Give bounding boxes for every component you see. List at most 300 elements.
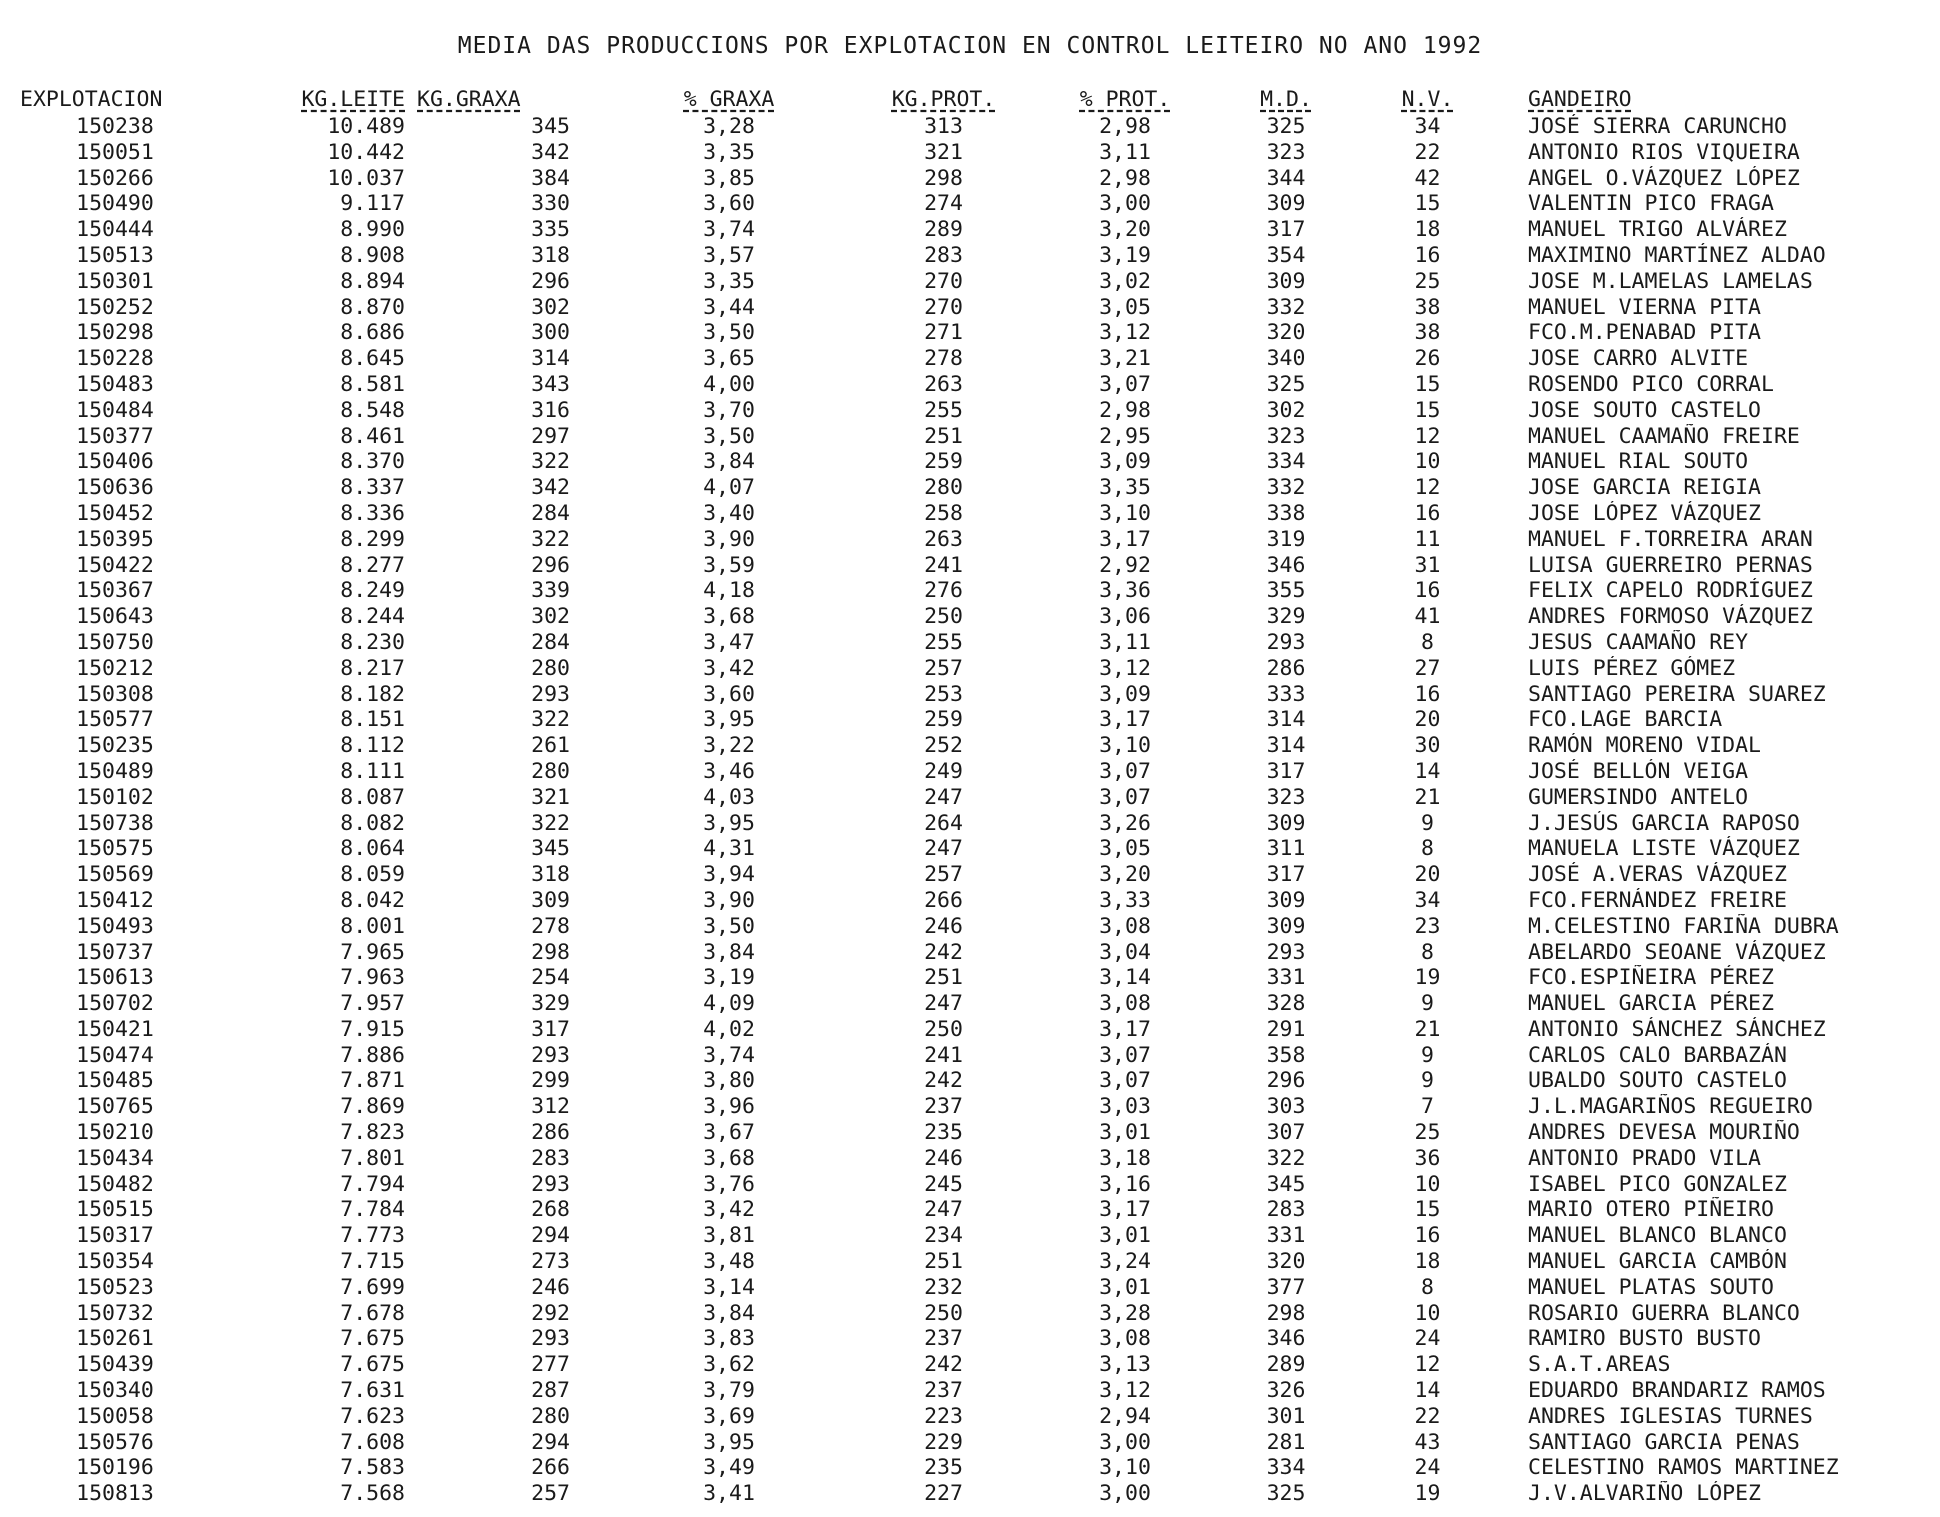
cell-kg-prot: 241 (924, 1042, 963, 1068)
cell-gandeiro: JOSÉ SIERRA CARUNCHO (1528, 114, 1787, 139)
cell-explotacion: 150732 (76, 1300, 154, 1326)
cell-kg-graxa: 318 (531, 242, 570, 268)
cell-md: 325 (1266, 1481, 1306, 1507)
cell-pct-prot: 3,00 (1099, 1429, 1151, 1455)
cell-pct-graxa: 3,57 (703, 242, 755, 268)
cell-kg-prot: 280 (924, 475, 963, 501)
cell-kg-graxa: 300 (531, 320, 570, 346)
cell-md: 328 (1266, 991, 1306, 1017)
cell-kg-leite: 8.645 (340, 346, 405, 372)
cell-kg-leite: 8.059 (340, 862, 405, 888)
table-row (20, 501, 1858, 527)
cell-pct-prot: 3,06 (1099, 604, 1151, 630)
cell-nv: 21 (1414, 784, 1441, 810)
cell-kg-graxa: 273 (531, 1249, 570, 1275)
header-nv: N.V. (1401, 87, 1454, 112)
cell-pct-prot: 3,24 (1099, 1249, 1151, 1275)
table-row (20, 166, 1858, 192)
cell-kg-graxa: 342 (531, 475, 570, 501)
cell-md: 332 (1266, 475, 1306, 501)
cell-md: 314 (1266, 733, 1306, 759)
cell-explotacion: 150377 (76, 423, 154, 449)
cell-gandeiro: JOSE GARCIA REIGIA (1528, 475, 1761, 501)
cell-gandeiro: MARIO OTERO PIÑEIRO (1528, 1197, 1774, 1223)
cell-md: 326 (1266, 1378, 1306, 1404)
cell-kg-leite: 8.111 (340, 758, 405, 784)
cell-md: 309 (1266, 913, 1306, 939)
cell-md: 332 (1266, 294, 1306, 320)
cell-pct-graxa: 3,80 (703, 1068, 755, 1094)
cell-nv: 41 (1414, 604, 1441, 630)
cell-md: 333 (1266, 681, 1306, 707)
cell-nv: 12 (1414, 1352, 1441, 1378)
cell-kg-leite: 8.870 (340, 294, 405, 320)
cell-kg-graxa: 294 (531, 1223, 570, 1249)
cell-md: 314 (1266, 707, 1306, 733)
cell-kg-leite: 7.823 (340, 1120, 405, 1146)
cell-gandeiro: CARLOS CALO BARBAZÁN (1528, 1042, 1787, 1068)
cell-kg-prot: 247 (924, 991, 963, 1017)
cell-gandeiro: MANUEL GARCIA PÉREZ (1528, 991, 1774, 1017)
cell-gandeiro: FCO.M.PENABAD PITA (1528, 320, 1761, 346)
table-row (20, 1378, 1858, 1404)
cell-nv: 34 (1414, 114, 1441, 139)
cell-gandeiro: RAMIRO BUSTO BUSTO (1528, 1326, 1761, 1352)
cell-nv: 8 (1421, 939, 1434, 965)
cell-pct-graxa: 3,84 (703, 449, 755, 475)
cell-kg-leite: 7.608 (340, 1429, 405, 1455)
cell-pct-graxa: 3,19 (703, 965, 755, 991)
cell-nv: 24 (1414, 1326, 1441, 1352)
table-row (20, 217, 1858, 243)
cell-pct-graxa: 3,90 (703, 887, 755, 913)
cell-kg-prot: 247 (924, 836, 963, 862)
cell-nv: 16 (1414, 1223, 1441, 1249)
cell-pct-prot: 3,07 (1099, 758, 1151, 784)
table-row (20, 707, 1858, 733)
cell-pct-graxa: 3,67 (703, 1120, 755, 1146)
cell-md: 320 (1266, 320, 1306, 346)
cell-kg-graxa: 342 (531, 139, 570, 165)
cell-md: 331 (1266, 1223, 1306, 1249)
cell-gandeiro: J.V.ALVARIÑO LÓPEZ (1528, 1481, 1761, 1507)
cell-md: 323 (1266, 784, 1306, 810)
cell-kg-prot: 242 (924, 939, 963, 965)
cell-kg-prot: 259 (924, 707, 963, 733)
cell-md: 325 (1266, 371, 1306, 397)
cell-nv: 10 (1414, 1171, 1441, 1197)
cell-explotacion: 150212 (76, 655, 154, 681)
cell-kg-prot: 251 (924, 423, 963, 449)
cell-nv: 19 (1414, 1481, 1441, 1507)
cell-md: 302 (1266, 397, 1306, 423)
cell-pct-graxa: 3,35 (703, 268, 755, 294)
table-row (20, 1120, 1858, 1146)
cell-kg-graxa: 384 (531, 165, 570, 191)
cell-nv: 24 (1414, 1455, 1441, 1481)
table-row (20, 759, 1858, 785)
cell-kg-graxa: 292 (531, 1300, 570, 1326)
cell-explotacion: 150738 (76, 810, 154, 836)
cell-gandeiro: SANTIAGO PEREIRA SUAREZ (1528, 681, 1826, 707)
cell-gandeiro: S.A.T.AREAS (1528, 1352, 1671, 1378)
cell-pct-prot: 3,00 (1099, 1481, 1151, 1507)
table-row (20, 914, 1858, 940)
cell-explotacion: 150434 (76, 1145, 154, 1171)
header-gandeiro: GANDEIRO (1528, 87, 1632, 112)
cell-gandeiro: J.L.MAGARIÑOS REGUEIRO (1528, 1094, 1813, 1120)
cell-pct-graxa: 3,62 (703, 1352, 755, 1378)
cell-pct-graxa: 3,22 (703, 733, 755, 759)
cell-explotacion: 150301 (76, 268, 154, 294)
cell-pct-prot: 3,33 (1099, 887, 1151, 913)
cell-explotacion: 150569 (76, 862, 154, 888)
cell-kg-leite: 7.678 (340, 1300, 405, 1326)
cell-pct-prot: 3,12 (1099, 1378, 1151, 1404)
cell-md: 293 (1266, 939, 1306, 965)
cell-pct-graxa: 3,95 (703, 707, 755, 733)
cell-kg-graxa: 302 (531, 604, 570, 630)
cell-kg-prot: 237 (924, 1326, 963, 1352)
cell-kg-graxa: 318 (531, 862, 570, 888)
cell-pct-prot: 3,14 (1099, 965, 1151, 991)
cell-pct-graxa: 3,68 (703, 604, 755, 630)
cell-kg-graxa: 345 (531, 114, 570, 139)
cell-nv: 22 (1414, 1403, 1441, 1429)
cell-explotacion: 150452 (76, 500, 154, 526)
table-row (20, 372, 1858, 398)
cell-kg-leite: 7.801 (340, 1145, 405, 1171)
cell-explotacion: 150317 (76, 1223, 154, 1249)
cell-pct-prot: 3,05 (1099, 836, 1151, 862)
table-row (20, 578, 1858, 604)
cell-md: 340 (1266, 346, 1306, 372)
cell-pct-graxa: 3,14 (703, 1274, 755, 1300)
cell-pct-graxa: 3,42 (703, 1197, 755, 1223)
table-row (20, 1404, 1858, 1430)
cell-kg-graxa: 278 (531, 913, 570, 939)
cell-kg-graxa: 302 (531, 294, 570, 320)
cell-explotacion: 150238 (76, 114, 154, 139)
cell-pct-graxa: 3,59 (703, 552, 755, 578)
cell-md: 319 (1266, 526, 1306, 552)
cell-nv: 14 (1414, 1378, 1441, 1404)
cell-kg-prot: 271 (924, 320, 963, 346)
cell-explotacion: 150266 (76, 165, 154, 191)
cell-nv: 27 (1414, 655, 1441, 681)
cell-md: 346 (1266, 1326, 1306, 1352)
cell-kg-prot: 235 (924, 1120, 963, 1146)
cell-md: 309 (1266, 887, 1306, 913)
cell-kg-graxa: 330 (531, 191, 570, 217)
cell-nv: 19 (1414, 965, 1441, 991)
cell-pct-prot: 2,94 (1099, 1403, 1151, 1429)
cell-nv: 8 (1421, 629, 1434, 655)
cell-explotacion: 150235 (76, 733, 154, 759)
cell-pct-graxa: 3,74 (703, 1042, 755, 1068)
cell-explotacion: 150576 (76, 1429, 154, 1455)
cell-gandeiro: EDUARDO BRANDARIZ RAMOS (1528, 1378, 1826, 1404)
cell-nv: 15 (1414, 1197, 1441, 1223)
table-row (20, 346, 1858, 372)
cell-kg-leite: 7.583 (340, 1455, 405, 1481)
cell-kg-leite: 8.299 (340, 526, 405, 552)
cell-kg-leite: 8.990 (340, 217, 405, 243)
table-row (20, 1352, 1858, 1378)
cell-md: 323 (1266, 423, 1306, 449)
cell-kg-graxa: 283 (531, 1145, 570, 1171)
cell-kg-graxa: 322 (531, 707, 570, 733)
cell-md: 296 (1266, 1068, 1306, 1094)
cell-kg-prot: 313 (924, 114, 963, 139)
cell-md: 291 (1266, 1016, 1306, 1042)
cell-kg-graxa: 280 (531, 655, 570, 681)
cell-pct-prot: 3,20 (1099, 862, 1151, 888)
header-md: M.D. (1260, 87, 1312, 112)
cell-pct-graxa: 4,02 (703, 1016, 755, 1042)
cell-gandeiro: MANUEL F.TORREIRA ARAN (1528, 526, 1813, 552)
cell-gandeiro: ANTONIO RIOS VIQUEIRA (1528, 139, 1800, 165)
cell-kg-prot: 246 (924, 1145, 963, 1171)
cell-pct-graxa: 3,68 (703, 1145, 755, 1171)
table-row (20, 630, 1858, 656)
cell-kg-graxa: 322 (531, 810, 570, 836)
cell-pct-prot: 3,21 (1099, 346, 1151, 372)
cell-kg-prot: 255 (924, 397, 963, 423)
cell-explotacion: 150636 (76, 475, 154, 501)
cell-nv: 12 (1414, 475, 1441, 501)
cell-explotacion: 150444 (76, 217, 154, 243)
cell-explotacion: 150484 (76, 397, 154, 423)
cell-kg-prot: 257 (924, 655, 963, 681)
table-row (20, 1043, 1858, 1069)
table-body (20, 114, 1858, 1507)
cell-kg-leite: 7.715 (340, 1249, 405, 1275)
cell-kg-prot: 242 (924, 1068, 963, 1094)
cell-kg-graxa: 322 (531, 449, 570, 475)
cell-kg-prot: 237 (924, 1094, 963, 1120)
cell-gandeiro: FCO.LAGE BARCIA (1528, 707, 1723, 733)
cell-nv: 18 (1414, 1249, 1441, 1275)
cell-pct-prot: 3,07 (1099, 1068, 1151, 1094)
cell-gandeiro: SANTIAGO GARCIA PENAS (1528, 1429, 1800, 1455)
cell-kg-prot: 246 (924, 913, 963, 939)
cell-kg-leite: 8.686 (340, 320, 405, 346)
cell-pct-prot: 3,09 (1099, 449, 1151, 475)
cell-kg-prot: 252 (924, 733, 963, 759)
cell-kg-prot: 253 (924, 681, 963, 707)
cell-explotacion: 150474 (76, 1042, 154, 1068)
header-kg-graxa: KG.GRAXA (417, 87, 521, 112)
table-row (20, 295, 1858, 321)
cell-pct-graxa: 3,50 (703, 913, 755, 939)
cell-nv: 8 (1421, 1274, 1434, 1300)
cell-gandeiro: MANUEL PLATAS SOUTO (1528, 1274, 1774, 1300)
cell-pct-prot: 3,17 (1099, 707, 1151, 733)
cell-explotacion: 150412 (76, 887, 154, 913)
cell-kg-leite: 8.087 (340, 784, 405, 810)
cell-nv: 9 (1421, 991, 1434, 1017)
cell-md: 289 (1266, 1352, 1306, 1378)
cell-kg-graxa: 339 (531, 578, 570, 604)
cell-md: 355 (1266, 578, 1306, 604)
cell-pct-prot: 3,08 (1099, 1326, 1151, 1352)
cell-explotacion: 150421 (76, 1016, 154, 1042)
cell-explotacion: 150252 (76, 294, 154, 320)
table-row (20, 604, 1858, 630)
cell-pct-graxa: 3,47 (703, 629, 755, 655)
cell-kg-prot: 235 (924, 1455, 963, 1481)
cell-kg-prot: 234 (924, 1223, 963, 1249)
cell-pct-graxa: 4,31 (703, 836, 755, 862)
cell-pct-prot: 3,05 (1099, 294, 1151, 320)
cell-md: 323 (1266, 139, 1306, 165)
cell-pct-graxa: 3,81 (703, 1223, 755, 1249)
cell-kg-graxa: 284 (531, 500, 570, 526)
cell-md: 307 (1266, 1120, 1306, 1146)
cell-pct-graxa: 3,74 (703, 217, 755, 243)
cell-md: 334 (1266, 449, 1306, 475)
cell-explotacion: 150406 (76, 449, 154, 475)
table-row (20, 1172, 1858, 1198)
cell-pct-graxa: 4,09 (703, 991, 755, 1017)
cell-gandeiro: ANDRES FORMOSO VÁZQUEZ (1528, 604, 1813, 630)
cell-kg-leite: 7.631 (340, 1378, 405, 1404)
cell-kg-leite: 7.675 (340, 1352, 405, 1378)
cell-gandeiro: ANTONIO PRADO VILA (1528, 1145, 1761, 1171)
cell-gandeiro: JESUS CAAMAÑO REY (1528, 629, 1749, 655)
cell-pct-prot: 3,20 (1099, 217, 1151, 243)
cell-kg-leite: 7.886 (340, 1042, 405, 1068)
cell-md: 311 (1266, 836, 1306, 862)
cell-kg-leite: 8.042 (340, 887, 405, 913)
cell-kg-graxa: 316 (531, 397, 570, 423)
cell-gandeiro: MANUEL CAAMAÑO FREIRE (1528, 423, 1800, 449)
cell-md: 334 (1266, 1455, 1306, 1481)
cell-md: 298 (1266, 1300, 1306, 1326)
cell-gandeiro: JOSE M.LAMELAS LAMELAS (1528, 268, 1813, 294)
cell-kg-prot: 241 (924, 552, 963, 578)
table-row (20, 398, 1858, 424)
cell-kg-leite: 7.568 (340, 1481, 405, 1507)
header-pct-graxa: % GRAXA (683, 87, 775, 112)
cell-gandeiro: ANGEL O.VÁZQUEZ LÓPEZ (1528, 165, 1800, 191)
table-row (20, 140, 1858, 166)
cell-kg-graxa: 299 (531, 1068, 570, 1094)
table-row (20, 1275, 1858, 1301)
cell-md: 377 (1266, 1274, 1306, 1300)
cell-gandeiro: FCO.FERNÁNDEZ FREIRE (1528, 887, 1787, 913)
cell-nv: 16 (1414, 681, 1441, 707)
cell-pct-prot: 2,98 (1099, 165, 1151, 191)
cell-kg-leite: 7.957 (340, 991, 405, 1017)
cell-gandeiro: MANUEL GARCIA CAMBÓN (1528, 1249, 1787, 1275)
cell-gandeiro: ISABEL PICO GONZALEZ (1528, 1171, 1787, 1197)
table-row (20, 475, 1858, 501)
cell-kg-prot: 298 (924, 165, 963, 191)
table-row (20, 1094, 1858, 1120)
cell-gandeiro: RAMÓN MORENO VIDAL (1528, 733, 1761, 759)
cell-kg-leite: 7.871 (340, 1068, 405, 1094)
table-row (20, 1017, 1858, 1043)
cell-pct-prot: 3,02 (1099, 268, 1151, 294)
cell-kg-prot: 223 (924, 1403, 963, 1429)
cell-kg-leite: 10.489 (327, 114, 405, 139)
cell-pct-graxa: 3,69 (703, 1403, 755, 1429)
cell-pct-prot: 3,28 (1099, 1300, 1151, 1326)
cell-pct-graxa: 4,07 (703, 475, 755, 501)
cell-pct-prot: 3,00 (1099, 191, 1151, 217)
cell-kg-leite: 7.773 (340, 1223, 405, 1249)
table-row (20, 424, 1858, 450)
cell-gandeiro: GUMERSINDO ANTELO (1528, 784, 1749, 810)
table-row (20, 449, 1858, 475)
cell-kg-graxa: 298 (531, 939, 570, 965)
cell-md: 317 (1266, 217, 1306, 243)
cell-kg-graxa: 309 (531, 887, 570, 913)
cell-gandeiro: JOSE SOUTO CASTELO (1528, 397, 1761, 423)
cell-gandeiro: MAXIMINO MARTÍNEZ ALDAO (1528, 242, 1826, 268)
report-title: MEDIA DAS PRODUCCIONS POR EXPLOTACION EN CONTROL LEITEIRO NO ANO 1992 (457, 33, 1483, 59)
table-row (20, 1197, 1858, 1223)
cell-kg-prot: 259 (924, 449, 963, 475)
cell-explotacion: 150765 (76, 1094, 154, 1120)
cell-kg-prot: 274 (924, 191, 963, 217)
cell-gandeiro: LUIS PÉREZ GÓMEZ (1528, 655, 1736, 681)
cell-explotacion: 150102 (76, 784, 154, 810)
cell-pct-prot: 3,01 (1099, 1120, 1151, 1146)
cell-md: 309 (1266, 191, 1306, 217)
cell-kg-prot: 247 (924, 784, 963, 810)
cell-explotacion: 150422 (76, 552, 154, 578)
cell-pct-graxa: 3,48 (703, 1249, 755, 1275)
cell-kg-leite: 7.965 (340, 939, 405, 965)
cell-gandeiro: FCO.ESPIÑEIRA PÉREZ (1528, 965, 1774, 991)
cell-kg-prot: 283 (924, 242, 963, 268)
cell-pct-graxa: 3,44 (703, 294, 755, 320)
cell-explotacion: 150813 (76, 1481, 154, 1507)
table-row (20, 862, 1858, 888)
cell-md: 344 (1266, 165, 1306, 191)
cell-kg-leite: 8.336 (340, 500, 405, 526)
cell-pct-prot: 3,12 (1099, 320, 1151, 346)
cell-nv: 9 (1421, 1042, 1434, 1068)
cell-kg-graxa: 280 (531, 758, 570, 784)
cell-pct-prot: 3,07 (1099, 784, 1151, 810)
cell-kg-graxa: 314 (531, 346, 570, 372)
cell-md: 329 (1266, 604, 1306, 630)
cell-nv: 18 (1414, 217, 1441, 243)
cell-gandeiro: M.CELESTINO FARIÑA DUBRA (1528, 913, 1839, 939)
cell-kg-leite: 8.277 (340, 552, 405, 578)
cell-explotacion: 150513 (76, 242, 154, 268)
cell-pct-graxa: 3,95 (703, 810, 755, 836)
cell-kg-leite: 8.249 (340, 578, 405, 604)
cell-kg-leite: 8.151 (340, 707, 405, 733)
header-kg-prot: KG.PROT. (891, 87, 996, 112)
table-row (20, 965, 1858, 991)
cell-nv: 23 (1414, 913, 1441, 939)
cell-kg-leite: 8.230 (340, 629, 405, 655)
cell-kg-prot: 263 (924, 526, 963, 552)
cell-pct-graxa: 3,96 (703, 1094, 755, 1120)
cell-nv: 25 (1414, 1120, 1441, 1146)
cell-explotacion: 150485 (76, 1068, 154, 1094)
cell-nv: 43 (1414, 1429, 1441, 1455)
cell-nv: 20 (1414, 707, 1441, 733)
cell-kg-leite: 8.217 (340, 655, 405, 681)
cell-pct-prot: 3,17 (1099, 526, 1151, 552)
